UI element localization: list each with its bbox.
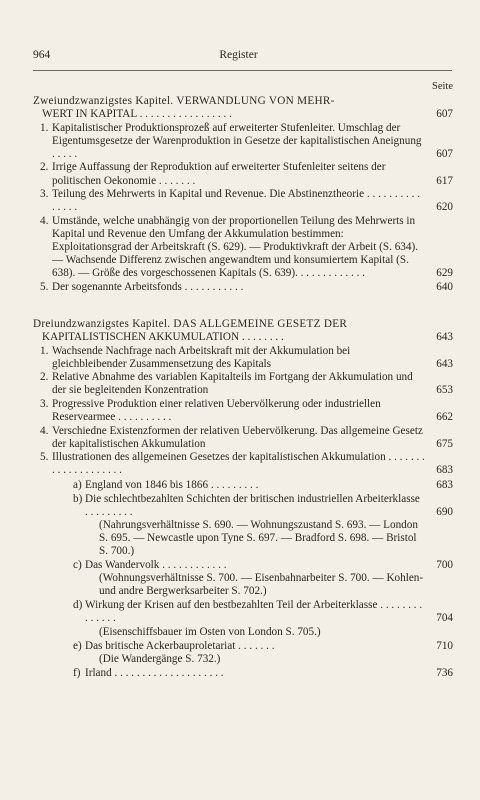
entry-text: Kapitalistischer Produktionsprozeß auf erweiterter Stufenleiter. Umschlag der Eigentumsgesetze der Warenproduktion in Gesetze der kapitalistischen Aneignung: [52, 121, 422, 147]
sub-entry-page: 700: [436, 559, 453, 572]
entry-page: 653: [436, 384, 453, 397]
entry-mark: 4.: [40, 214, 49, 227]
entry-text: Progressive Produktion einer relativen Uebervölkerung oder industriellen Reservearmee: [52, 397, 381, 424]
sub-entry-text: Wirkung der Krisen auf den bestbezahlten Teil der Arbeiterklasse: [85, 599, 378, 612]
chapter-22-heading: [33, 95, 453, 121]
entry-leader: . . . . . . . . . . . . . . .: [52, 188, 421, 214]
sub-entry-mark: f): [73, 666, 81, 679]
list-item: [33, 122, 453, 161]
chapter-22-title-line2: WERT IN KAPITAL: [42, 108, 137, 121]
sub-entry-mark: c): [73, 559, 82, 572]
entry-mark: 3.: [40, 188, 49, 201]
entry-mark: 4.: [40, 424, 49, 437]
chapter-23-heading: [33, 318, 453, 344]
sub-entry-page: 690: [436, 505, 453, 518]
entry-page: 683: [436, 464, 453, 477]
sub-entry-page: 704: [436, 612, 453, 625]
entry-text: Relative Abnahme des variablen Kapitalteils im Fortgang der Akkumulation und der sie begleitenden Konzentration: [52, 371, 413, 397]
list-item: [33, 188, 453, 214]
sub-entry-mark: d): [73, 599, 83, 612]
chapter-22-title-line2-row: [33, 108, 453, 121]
sub-list-item: [33, 667, 453, 680]
entry-mark: 5.: [40, 280, 49, 293]
chapter-23-title-line1: Dreiundzwanzigstes Kapitel. DAS ALLGEMEINE GESETZ DER: [33, 317, 348, 330]
sub-entry-text: Das britische Ackerbauproletariat: [85, 639, 236, 652]
list-item: [33, 161, 453, 187]
list-item: [33, 398, 453, 424]
sub-entry-text: Das Wandervolk: [85, 559, 160, 572]
chapter-23-page: 643: [436, 331, 453, 343]
chapter-23-title-line2: KAPITALISTISCHEN AKKUMULATION: [42, 331, 240, 343]
sub-entry-page: 710: [436, 639, 453, 652]
sub-entry-mark: a): [73, 478, 82, 491]
sub-entry-text: Irland: [85, 666, 112, 679]
entry-text: Umstände, welche unabhängig von der proportionellen Teilung des Mehrwerts in Kapital und Revenue den Umfang der Akkumulation bestimmen: Exploitationsgrad der Arbeitskraft (S. 629). — Produktivkraft der Arbeit (S. 634). — Wachsende Differenz zwischen angewandtem und konsumiertem Kapital (S. 638). — Größe des vorgeschossenen Kapitals (S. 639).: [52, 214, 419, 280]
entry-page: 607: [436, 147, 453, 160]
sub-list-item: [33, 599, 453, 625]
entry-page: 640: [436, 280, 453, 293]
sub-entry-leader: . . . . . . . . . . . . . . . . . . . .: [111, 666, 224, 679]
entry-leader: . . . . . . . . . . .: [181, 280, 244, 293]
entry-mark: 2.: [40, 371, 49, 384]
entry-mark: 5.: [40, 451, 49, 464]
chapter-23-title-line2-row: [33, 331, 453, 344]
seite-column-label: Seite: [432, 81, 453, 92]
sub-entry-leader: . . . . . . . . .: [208, 478, 259, 491]
entry-page: 675: [436, 437, 453, 450]
sub-list-item: [33, 493, 453, 519]
entry-leader: . . . . .: [52, 147, 78, 160]
list-item: [33, 215, 453, 280]
list-item: [33, 371, 453, 397]
entry-page: 662: [436, 411, 453, 424]
entry-mark: 1.: [40, 121, 49, 134]
entry-mark: 3.: [40, 397, 49, 410]
header-rule: [33, 70, 452, 71]
entry-page: 620: [436, 201, 453, 214]
list-item: [33, 425, 453, 451]
sub-list-item: [33, 479, 453, 492]
entry-text: Der sogenannte Arbeitsfonds: [52, 280, 182, 293]
entry-text: Wachsende Nachfrage nach Arbeitskraft mit der Akkumulation bei gleichbleibender Zusammensetzung des Kapitals: [52, 344, 351, 370]
sub-entry-note: (Nahrungsverhältnisse S. 690. — Wohnungszustand S. 693. — London S. 695. — Newcastle upon Tyne S. 697. — Bradford S. 698. — Bristol S. 700.): [99, 518, 418, 557]
sub-entry-note: (Die Wandergänge S. 732.): [99, 652, 221, 665]
sub-entry-leader: . . . . . . . . .: [85, 505, 133, 518]
entry-text: Teilung des Mehrwerts in Kapital und Revenue. Die Abstinenztheorie: [52, 188, 365, 201]
chapter-23-title-leader: . . . . . . . .: [239, 331, 284, 343]
entry-leader: . . . . . . .: [156, 174, 196, 187]
sub-entry-page: 736: [436, 666, 453, 679]
entry-leader: . . . . . . . . . . . . . . . . . . . .: [52, 451, 425, 477]
sub-entry-note: (Wohnungsverhältnisse S. 700. — Eisenbahnarbeiter S. 700. — Kohlen- und andre Bergwerksarbeiter S. 702.): [99, 572, 424, 598]
sub-entry-leader: . . . . . . . . . . . . . .: [85, 599, 423, 625]
sub-entry-mark: e): [73, 639, 82, 652]
entry-text: Illustrationen des allgemeinen Gesetzes der kapitalistischen Akkumulation: [52, 451, 386, 464]
chapter-22-title-leader: . . . . . . . . . . . . . . . . .: [136, 108, 232, 121]
sub-entry-mark: b): [73, 492, 83, 505]
list-item: [33, 345, 453, 371]
entry-text: Verschiedne Existenzformen der relativen Uebervölkerung. Das allgemeine Gesetz der kapitalistischen Akkumulation: [52, 424, 423, 450]
sub-entry-page: 683: [436, 478, 453, 491]
entry-text: Irrige Auffassung der Reproduktion auf erweiterter Stufenleiter seitens der politischen Oekonomie: [52, 161, 386, 187]
entry-page: 643: [436, 357, 453, 370]
page-header: [33, 49, 444, 65]
chapter-22-title-line1: Zweiundzwanzigstes Kapitel. VERWANDLUNG VON MEHR-: [33, 95, 335, 107]
entry-mark: 1.: [40, 344, 49, 357]
entry-leader: . . . . . . . . . . . .: [297, 267, 365, 280]
sub-entry-leader: . . . . . . . . . . . .: [159, 559, 227, 572]
sub-entry-text: Die schlechtbezahlten Schichten der britischen industriellen Arbeiterklasse: [85, 492, 420, 505]
sub-entry-text: England von 1846 bis 1866: [85, 478, 209, 491]
list-item: [33, 451, 453, 477]
list-item: [33, 281, 453, 294]
entry-page: 629: [436, 267, 453, 280]
table-of-contents: [33, 95, 453, 680]
sub-list-item: [33, 559, 453, 572]
entry-leader: . . . . . . . . . .: [115, 411, 172, 424]
sub-list-item: [33, 640, 453, 653]
sub-entry-note: (Eisenschiffsbauer im Osten von London S. 705.): [99, 625, 321, 638]
page-number: 964: [33, 49, 51, 61]
running-head: Register: [219, 49, 258, 61]
entry-page: 617: [436, 174, 453, 187]
entry-mark: 2.: [40, 161, 49, 174]
sub-entry-leader: . . . . . . .: [235, 639, 275, 652]
chapter-22-page: 607: [436, 108, 453, 121]
